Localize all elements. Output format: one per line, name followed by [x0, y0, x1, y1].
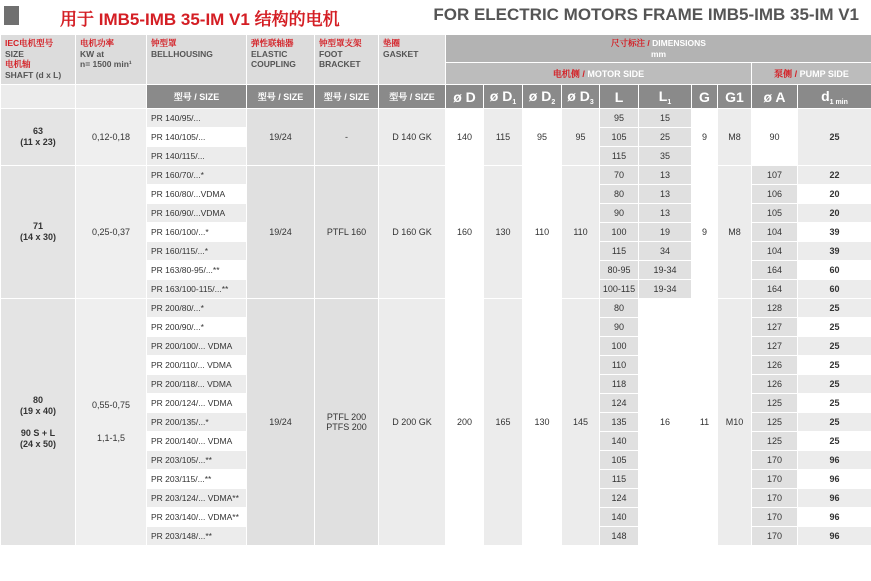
dim-L1-cell: 19: [639, 223, 692, 242]
pump-d1-cell: 25: [798, 413, 871, 432]
dim-L-cell: 105: [600, 128, 639, 147]
dim-G1-cell: M8: [718, 166, 752, 299]
bellhousing-code: PR 200/90/...*: [147, 318, 247, 337]
dim-D1-cell: 165: [484, 299, 523, 546]
bellhousing-code: PR 200/135/...*: [147, 413, 247, 432]
header-size-bell: 型号 / SIZE: [147, 85, 247, 109]
dim-L1-cell: 35: [639, 147, 692, 166]
gasket-cell: D 200 GK: [379, 299, 446, 546]
pump-d1-cell: 39: [798, 242, 871, 261]
pump-d1-cell: 60: [798, 261, 871, 280]
page-title-chinese: 用于 IMB5-IMB 35-IM V1 结构的电机: [60, 10, 340, 29]
header-size-foot: 型号 / SIZE: [315, 85, 379, 109]
dim-D2-cell: 130: [523, 299, 562, 546]
dim-D2-cell: 110: [523, 166, 562, 299]
spec-table: [0, 34, 871, 546]
pump-d1-cell: 25: [798, 109, 871, 166]
bellhousing-code: PR 160/70/...*: [147, 166, 247, 185]
pump-A-cell: 105: [752, 204, 798, 223]
pump-d1-cell: 25: [798, 318, 871, 337]
dim-L1-cell: 15: [639, 109, 692, 128]
pump-A-cell: 164: [752, 280, 798, 299]
dim-G1-cell: M8: [718, 109, 752, 166]
dim-L1-cell: 25: [639, 128, 692, 147]
dim-L1-cell: 19-34: [639, 261, 692, 280]
header-col-D2: ø $D_2$: [523, 85, 562, 109]
dim-D1-cell: 130: [484, 166, 523, 299]
table-row: [1, 299, 871, 318]
dim-L-cell: 124: [600, 394, 639, 413]
dim-L-cell: 100-115: [600, 280, 639, 299]
dim-L1-cell: 13: [639, 166, 692, 185]
dim-L-cell: 135: [600, 413, 639, 432]
iec-size-cell: 71 (14 x 30): [1, 166, 76, 299]
dim-L-cell: 118: [600, 375, 639, 394]
pump-d1-cell: 25: [798, 394, 871, 413]
dim-G-cell: 9: [692, 109, 718, 166]
dim-L-cell: 90: [600, 204, 639, 223]
dim-L-cell: 95: [600, 109, 639, 128]
bellhousing-code: PR 160/115/...*: [147, 242, 247, 261]
pump-A-cell: 104: [752, 223, 798, 242]
dim-L-cell: 140: [600, 508, 639, 527]
dim-L-cell: 80: [600, 299, 639, 318]
header-pump-side: 泵侧 / PUMP SIDE: [752, 63, 871, 85]
pump-d1-cell: 25: [798, 356, 871, 375]
gasket-cell: D 140 GK: [379, 109, 446, 166]
pump-d1-cell: 25: [798, 299, 871, 318]
pump-A-cell: 170: [752, 527, 798, 546]
header-gasket: 垫圈 GASKET: [379, 35, 446, 85]
pump-d1-cell: 96: [798, 451, 871, 470]
pump-A-cell: 164: [752, 261, 798, 280]
dim-L-cell: 100: [600, 337, 639, 356]
bellhousing-code: PR 140/115/...: [147, 147, 247, 166]
header-col-L1: $L_1$: [639, 85, 692, 109]
table-row: [1, 109, 871, 128]
bellhousing-code: PR 200/110/... VDMA: [147, 356, 247, 375]
dim-D-cell: 160: [446, 166, 484, 299]
header-size-gasket: 型号 / SIZE: [379, 85, 446, 109]
dim-D2-cell: 95: [523, 109, 562, 166]
pump-d1-cell: 39: [798, 223, 871, 242]
header-kw: 电机功率 KW at n= 1500 min¹: [76, 35, 147, 85]
pump-A-cell: 127: [752, 337, 798, 356]
pump-A-cell: 107: [752, 166, 798, 185]
pump-d1-cell: 20: [798, 204, 871, 223]
pump-d1-cell: 25: [798, 337, 871, 356]
dim-D-cell: 200: [446, 299, 484, 546]
bellhousing-code: PR 163/80-95/...**: [147, 261, 247, 280]
power-cell: 0,55-0,75 1,1-1,5: [76, 299, 147, 546]
pump-d1-cell: 25: [798, 432, 871, 451]
pump-d1-cell: 25: [798, 375, 871, 394]
table-row: [1, 166, 871, 185]
header-blank-kw: [76, 85, 147, 109]
dim-L-cell: 115: [600, 147, 639, 166]
pump-A-cell: 170: [752, 489, 798, 508]
bellhousing-code: PR 200/100/... VDMA: [147, 337, 247, 356]
bellhousing-code: PR 200/124/... VDMA: [147, 394, 247, 413]
pump-A-cell: 127: [752, 318, 798, 337]
foot-bracket-cell: -: [315, 109, 379, 166]
pump-d1-cell: 20: [798, 185, 871, 204]
dim-L-cell: 124: [600, 489, 639, 508]
pump-d1-cell: 96: [798, 489, 871, 508]
coupling-cell: 19/24: [247, 166, 315, 299]
pump-A-cell: 90: [752, 109, 798, 166]
header-size-coupling: 型号 / SIZE: [247, 85, 315, 109]
bellhousing-code: PR 203/140/... VDMA**: [147, 508, 247, 527]
dim-D-cell: 140: [446, 109, 484, 166]
pump-d1-cell: 96: [798, 470, 871, 489]
dim-L1-cell: 13: [639, 185, 692, 204]
iec-size-cell: 63 (11 x 23): [1, 109, 76, 166]
pump-A-cell: 126: [752, 356, 798, 375]
dim-L-cell: 100: [600, 223, 639, 242]
bellhousing-code: PR 140/105/...: [147, 128, 247, 147]
header-bellhousing: 钟型罩 BELLHOUSING: [147, 35, 247, 85]
dim-D3-cell: 110: [562, 166, 600, 299]
section-tab-marker: [4, 6, 19, 25]
header-coupling: 弹性联轴器 ELASTIC COUPLING: [247, 35, 315, 85]
pump-d1-cell: 96: [798, 508, 871, 527]
foot-bracket-cell: PTFL 160: [315, 166, 379, 299]
pump-d1-cell: 96: [798, 527, 871, 546]
page-title-english: FOR ELECTRIC MOTORS FRAME IMB5-IMB 35-IM V1: [433, 5, 859, 24]
header-col-G1: G1: [718, 85, 752, 109]
dim-L-cell: 70: [600, 166, 639, 185]
dim-L1-cell: 13: [639, 204, 692, 223]
header-motor-side: 电机侧 / MOTOR SIDE: [446, 63, 752, 85]
bellhousing-code: PR 140/95/...: [147, 109, 247, 128]
bellhousing-code: PR 200/140/... VDMA: [147, 432, 247, 451]
bellhousing-code: PR 203/148/...**: [147, 527, 247, 546]
coupling-cell: 19/24: [247, 299, 315, 546]
dim-L-cell: 148: [600, 527, 639, 546]
dim-L1-cell: 19-34: [639, 280, 692, 299]
dim-L-cell: 80-95: [600, 261, 639, 280]
bellhousing-code: PR 163/100-115/...**: [147, 280, 247, 299]
header-dimensions: 尺寸标注 / DIMENSIONS mm: [446, 35, 871, 63]
dim-L-cell: 90: [600, 318, 639, 337]
dim-D3-cell: 95: [562, 109, 600, 166]
header-blank-iec: [1, 85, 76, 109]
bellhousing-code: PR 160/80/...VDMA: [147, 185, 247, 204]
pump-A-cell: 170: [752, 508, 798, 527]
dim-L-cell: 110: [600, 356, 639, 375]
dim-L-cell: 105: [600, 451, 639, 470]
pump-A-cell: 170: [752, 451, 798, 470]
pump-d1-cell: 22: [798, 166, 871, 185]
gasket-cell: D 160 GK: [379, 166, 446, 299]
bellhousing-code: PR 160/90/...VDMA: [147, 204, 247, 223]
title-bar: [0, 0, 871, 31]
header-col-D3: ø $D_3$: [562, 85, 600, 109]
iec-size-cell: 80 (19 x 40) 90 S + L (24 x 50): [1, 299, 76, 546]
dim-L1-cell: 16: [639, 299, 692, 546]
power-cell: 0,25-0,37: [76, 166, 147, 299]
pump-A-cell: 104: [752, 242, 798, 261]
bellhousing-code: PR 200/118/... VDMA: [147, 375, 247, 394]
dim-G-cell: 11: [692, 299, 718, 546]
spec-table-body: [1, 109, 871, 546]
pump-A-cell: 128: [752, 299, 798, 318]
bellhousing-code: PR 203/124/... VDMA**: [147, 489, 247, 508]
header-col-L: L: [600, 85, 639, 109]
dim-L-cell: 115: [600, 470, 639, 489]
dim-D3-cell: 145: [562, 299, 600, 546]
pump-A-cell: 106: [752, 185, 798, 204]
bellhousing-code: PR 200/80/...*: [147, 299, 247, 318]
dim-D1-cell: 115: [484, 109, 523, 166]
bellhousing-code: PR 203/115/...**: [147, 470, 247, 489]
dim-L-cell: 140: [600, 432, 639, 451]
dim-L-cell: 80: [600, 185, 639, 204]
dim-G-cell: 9: [692, 166, 718, 299]
header-iec: IEC电机型号 SIZE 电机轴 SHAFT (d x L): [1, 35, 76, 85]
header-col-G: G: [692, 85, 718, 109]
pump-A-cell: 126: [752, 375, 798, 394]
header-col-A: ø A: [752, 85, 798, 109]
bellhousing-code: PR 160/100/...*: [147, 223, 247, 242]
pump-A-cell: 125: [752, 394, 798, 413]
header-col-d1: $d_{1 min}$: [798, 85, 871, 109]
header-col-D1: ø $D_1$: [484, 85, 523, 109]
power-cell: 0,12-0,18: [76, 109, 147, 166]
pump-d1-cell: 60: [798, 280, 871, 299]
dim-L-cell: 115: [600, 242, 639, 261]
header-col-D: ø D: [446, 85, 484, 109]
pump-A-cell: 170: [752, 470, 798, 489]
coupling-cell: 19/24: [247, 109, 315, 166]
bellhousing-code: PR 203/105/...**: [147, 451, 247, 470]
header-foot-bracket: 钟型罩支架 FOOT BRACKET: [315, 35, 379, 85]
pump-A-cell: 125: [752, 432, 798, 451]
dim-G1-cell: M10: [718, 299, 752, 546]
foot-bracket-cell: PTFL 200 PTFS 200: [315, 299, 379, 546]
pump-A-cell: 125: [752, 413, 798, 432]
dim-L1-cell: 34: [639, 242, 692, 261]
